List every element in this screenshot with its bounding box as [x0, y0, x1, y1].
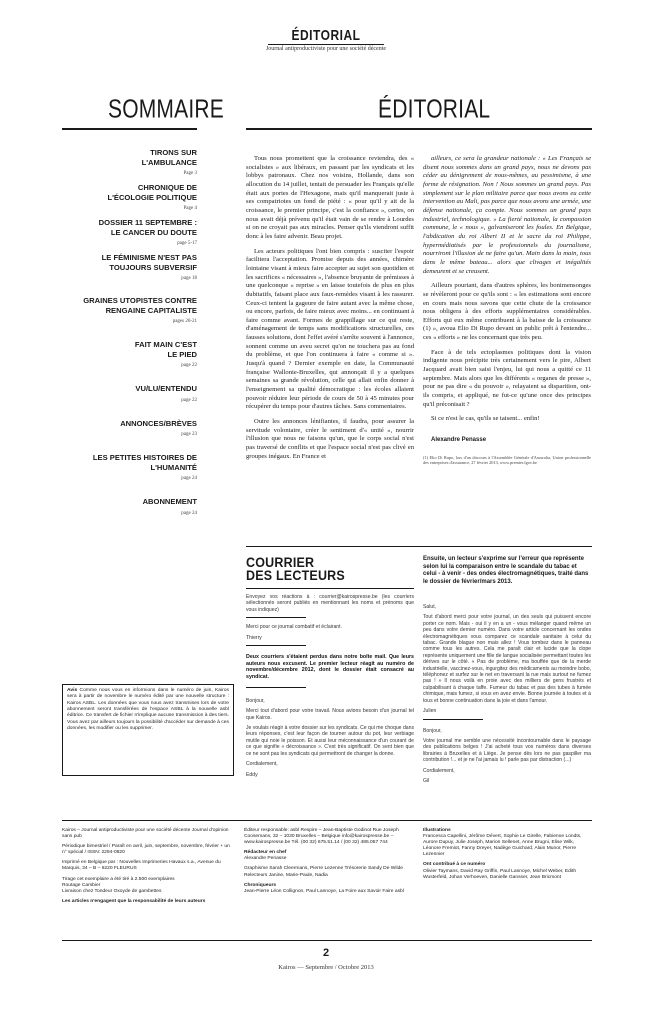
avis-box	[62, 684, 234, 776]
courrier-heading: COURRIER DES LECTEURS	[246, 554, 345, 584]
toc-item[interactable]: DOSSIER 11 SEPTEMBRE : LE CANCER DU DOUTE page 5-17	[98, 218, 197, 246]
editorial-column-1	[246, 155, 414, 467]
masthead-rule	[268, 44, 384, 45]
toc-item[interactable]: CHRONIQUE DE L'ÉCOLOGIE POLITIQUE Page 4	[107, 183, 197, 211]
impressum-column-2: Éditeur responsable: asbl Respire – Jean-Baptiste Godinot Rue Joseph Coosemans, 32 – 1030 Bruxelles – Belgique info@kairospresse.be – www.kairospresse.be Tél. (00 32) 675.51.14 / (00 32) 485.057 744 Rédacteur en chef Alexandre Penasse Graphisme Sarah Cleermans, Pierre Lezenne Trésorerie Sandy De Wilde Relecteurs Janine, Marie-Paule, Nadia Chroniqueurs Jean-Pierre Léon Collignon, Paul Lannoye, La Foire aux Savoir Faire asbl	[244, 828, 404, 894]
separator	[246, 617, 306, 618]
avis-text: Comme nous vous en informions dans le numéro de juin, Kairos sera à partir de novembre le numéro édité par une nouvelle structure : Kairos ASBL. Les données que vous nous avez transmises lors de votre abonnement seront transférées de l'espace ASBL à la nouvelle asbl éditrice. Ce transfert de fichier n'implique aucune transmission à des tiers. Vous avez par ailleurs toujours la possibilité d'accéder sur demande à ces données, les modifier ou les supprimer.	[67, 688, 229, 732]
footnote: (1) Elio Di Rupo, lors d'un discours à l'Assemblée Générale d'Assuralia, Union professionnelle des entreprises d'assurance, 27 février 2013, www.premier.fgov.be	[423, 454, 591, 466]
letter-signature: Eddy	[246, 771, 258, 778]
toc-item[interactable]: ABONNEMENT page 24	[142, 497, 197, 516]
separator	[246, 645, 306, 646]
instructions: Envoyez vos réactions à : courrier@kairospresse.be (les courriers sélectionnés seront publiés en mentionnant les noms et prénoms que vous indiquez)	[246, 594, 414, 613]
toc-item[interactable]: TIRONS SUR L'AMBULANCE Page 3	[141, 148, 197, 176]
editorial-column-2	[423, 155, 591, 466]
separator	[246, 687, 306, 688]
courrier-column-2	[423, 604, 591, 788]
toc-item[interactable]: GRAINES UTOPISTES CONTRE RENGAINE CAPITALISTE pages 20-21	[83, 296, 197, 324]
footer-issue-line: Kairos — Septembre / Octobre 2013	[278, 964, 374, 971]
impressum-column-3: Illustrations Francesca Capellini, Jérôme Dévert, Sophie Le Girelle, Fabienne Londts, Aurore Dupuy, Julie Joseph, Marion Sellenet, Anne Brugni, Elise Wilk, Léonore Fremiot, Fanny Dreyer, Nadège Guichard, Alain Munor, Pierre Lezennier Ont contribué à ce numéro Olivier Taymans, David Ray Griffin, Paul Lannoye, Michel Weber, Edith Wusterfeld, Johan Verhoeven, Danielle Gansser, Jean Bricmont	[423, 828, 582, 880]
paragraph: ailleurs, ce sera la grandeur nationale : « Les Français se disent nous sommes dans un grand pays, nous ne devons pas céder au dénigrement de nous-mêmes, au pessimisme, à une forme de résignation. Non ! Nous sommes un grand pays. Pas simplement sur le plan militaire parce que nous avons eu cette intervention au Mali, pas parce que nous avons une armée, une défense nationale, ça compte. Nous sommes un grand pays industriel, technologique. » La fierté nationale, la compassion commune, le « nous », galvaniseront les foules. En Belgique, l'abdication du roi Albert II et le sacre du roi Philippe, hypermédiatisés par le professionnels du journalisme, nourriront l'illusion de ne faire qu'un. Main dans la main, tous dans le même bateau... alors que clivages et inégalités demeurent et se creusent.	[423, 155, 591, 275]
masthead-title: ÉDITORIAL	[291, 26, 361, 44]
toc-item[interactable]: LES PETITES HISTOIRES DE L'HUMANITÉ page 24	[92, 453, 197, 481]
courrier-intro: Ensuite, un lecteur s'exprime sur l'erreur que représente selon lui la comparaison entre le scandale du tabac et celui - à venir - des ondes électromagnétiques, traité dans le dossier de février/mars 2013.	[423, 556, 589, 585]
impressum-rule	[62, 820, 592, 821]
avis-label: Avis	[67, 688, 78, 693]
letter-text: Tout d'abord merci pour votre journal, un des seuls qui puissent encore porter ce nom. Mais - oui il y en a un - vous mélanger quand même un peu dans votre dernier numéro. Dans votre article concernant les ondes électromagnétiques vous comparez ce scandale sanitaire à celui du tabac. Grande blague non mais allez ! Vous tombez dans le panneau comme tous les autres. Cela me paraît clair et lucide que la clope représente uniquement une fille de langue socialisée permettant toutes les dérives sur le côté. « Pas de problème, ma bouffée que de la merde industrielle, vaccinez-vous, ingurgitez des médicaments au moindre bobo, téléphonez et surfez sur le net en traversant la rue mais surtout ne fumez pas ! » Il nous voilà en proie avec des milliers de gens frustrés et culpabilisant à chaque taffe. Fumeur du tabac et pas des tubes à fumée chimique, mais fumez, si vous en avez envie. Bonne journée à toutes et à tous et bonne continuation dans la joie et dans l'amour.	[423, 614, 591, 704]
courrier-column-1	[246, 594, 414, 782]
page-number: 2	[322, 947, 330, 959]
paragraph: Tous nous promettent que la croissance reviendra, des « socialistes » aux libéraux, en passant par les syndicats et les lobbys patronaux. Chez nos voisins, Hollande, dans son allocution du 14 juillet, tentait de persuader les Français qu'elle était aux portes de l'Hexagone, mais qu'il manquerait juste à ses compatriotes un fond de piété : « pour qu'il y ait de la croissance, le premier principe, c'est la confiance », certes, on nous avait déjà prévenu qu'il était vain de se rendre à Lourdes si on ne croyait pas aux miracles. Penser qu'ils viendront suffit donc à les faire advenir. Beau projet.	[246, 155, 414, 240]
letter-text: Merci pour ce journal combatif et éclairant.	[246, 624, 342, 631]
letter-text: Salut,	[423, 604, 437, 610]
letter-text: Merci tout d'abord pour votre travail. Nous avions besoin d'un journal tel que Kairos.	[246, 708, 414, 721]
editorial-heading: ÉDITORIAL	[378, 95, 491, 124]
sommaire-heading: SOMMAIRE	[108, 95, 224, 124]
letter-signature: Gil	[423, 777, 430, 784]
letter-text: Cordialement,	[246, 761, 278, 768]
letter-signature: Thierry	[246, 634, 262, 641]
paragraph: Outre les annonces lénifiantes, il faudra, pour assurer la servitude volontaire, créer le sentiment d'« unité », nourrir l'illusion que nous ne faisons qu'un, que le corps social n'est pas traversé de conflits et que l'espace social n'est pas clivé en groupes inégaux. En France et	[246, 418, 414, 460]
signature: Alexandre Penasse	[431, 437, 487, 444]
toc-item[interactable]: LE FÉMINISME N'EST PAS TOUJOURS SUBVERSIF page 18	[101, 253, 197, 281]
paragraph: Face à de tels ectoplasmes politiques dont la vision indigente nous précipite très certainement vers le pire, Albert Jacquard avait bien saisi l'enjeu, lui qui nous a quitté ce 11 septembre. Mais alors que les différents « organes de presse », pour ne pas dire « du pouvoir », relayaient sa disparition, ont-ils compris, et appliqué, ne fut-ce qu'une once des principes qu'il préconisait ?	[423, 348, 591, 408]
letter-text: Cordialement,	[423, 767, 455, 774]
toc-item[interactable]: FAIT MAIN C'EST LE PIED page 22	[134, 340, 197, 368]
footer-rule	[62, 940, 592, 941]
letter-text: Votre journal me semble une nécessité incontournable dans le paysage des publications belges ! J'ai acheté tous vos numéros dans diverses librairies à Bruxelles et à Liège. Je pense dès lors ne pas gaspiller ma contribution !... et je ne l'ai jamais lu ! parle pas par distraction (...)	[423, 737, 591, 764]
masthead-subtitle: Journal antiproductiviste pour une société décente	[265, 46, 387, 52]
editor-note: Deux courriers s'étaient perdus dans notre boîte mail. Que leurs auteurs nous excusent. Le premier lecteur réagit au numéro de novembre/décembre 2012, dont le dossier était consacré au syndicat.	[246, 654, 414, 681]
paragraph: Si ce n'est le cas, qu'ils se taisent... enfin!	[431, 415, 540, 423]
paragraph: Ailleurs pourtant, dans d'autres sphères, les bonimensonges se révèleront pour ce qu'ils sont : « les estimations sont encore en cours mais nous savons que cette chute de la croissance nous obligera à des efforts supplémentaires considérables. Efforts qui eux même contribuent à la baisse de la croissance (1) », avoua Elio Di Rupo devant un public prêt à l'entendre... ces « efforts » ne les concernant que très peu.	[423, 282, 591, 342]
separator	[423, 719, 483, 720]
letter-text: Bonjour,	[246, 697, 265, 704]
sommaire-rule	[62, 128, 197, 130]
letter-text: Je voulais réagir à votre dossier sur les syndicats. Ce qui me choque dans leurs réponses, c'est leur façon de tourner autour du pot, leur verbiage mutile qui noie le poisson. Et aussi leur méconnaissance d'un courant de ce que signifie « décroissance ». C'est très significatif. On sent bien que ce ne sont pas les syndicats qui permettront de changer la donne.	[246, 725, 414, 757]
courrier-rule	[246, 588, 414, 589]
courrier-top-rule	[246, 546, 592, 547]
editorial-rule	[246, 128, 592, 130]
letter-text: Bonjour,	[423, 727, 442, 734]
table-of-contents	[62, 148, 197, 522]
toc-item[interactable]: VU/LU/ENTENDU page 22	[135, 384, 197, 403]
impressum-column-1: Kairos – Journal antiproductiviste pour une société décente Journal d'opinion sans pub Périodique bimestriel / Paraît en avril, juin, septembre, novembre, février + un n° spécial / ISSN: 2294-0820 Imprimé en Belgique par : Nouvelles Imprimeries Havaux s.a., Avenue du Marquis, 34 – B – 6220 FLEURUS Tirage cet exemplaire a été tiré à 2.500 exemplaires Routage Cambier Livraison chez Tondeur Oxoyde de gambettes Les articles n'engagent que la responsabilité de leurs auteurs	[62, 828, 230, 904]
letter-signature: Julien	[423, 708, 437, 715]
paragraph: Les acteurs politiques l'ont bien compris : susciter l'espoir facilitera l'acceptation. Promise depuis des années, chimère lointaine visant à mieux faire accepter au sujet son quotidien et les sacrifices « nécessaires », l'absence bruyante de prémisses à une quelconque « reprise » en laisse toutefois de plus en plus dubitatifs, faisant place aux faux-remèdes visant à les rassurer. Ceux-ci tentent la gageure de faire autant avec la même chose, ou encore, parfois, de faire mieux avec moins... en continuant à faire comme avant. Formes de grappillage sur ce qui reste, d'aménagement de temps sans modifications structurelles, ces fausses solutions, dont l'effet avéré s'arrête souvent à l'annonce, sonnent comme un aveu secret qu'on ne touchera pas au fond du problème, et que l'on continuera à faire « comme si ». Jusqu'à quand ? Dernier exemple en date, la Communauté française Wallonie-Bruxelles, qui annonçait il y a quelques semaines sa grande révolution, celle qui allait enfin donner à l'enseignement sa qualité démocratique : les écoles allaient pouvoir réduire leur période de cours de 50 à 45 minutes pour récupérer du temps pour d'autres tâches. Sans commentaires.	[246, 247, 414, 411]
toc-item[interactable]: ANNONCES/BRÈVES page 23	[120, 418, 197, 437]
